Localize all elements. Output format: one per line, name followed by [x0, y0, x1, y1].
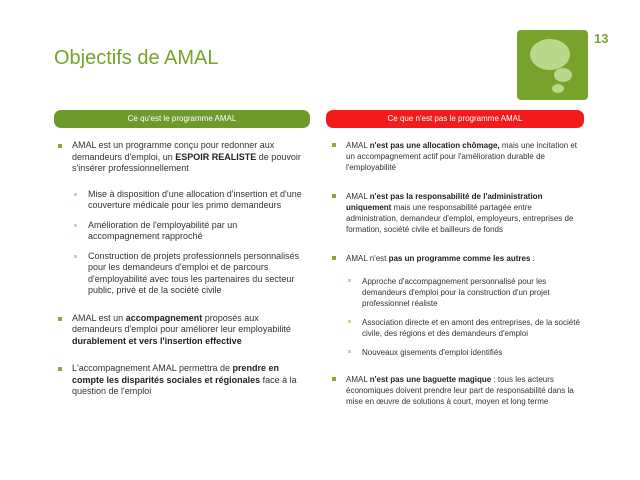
right-sub-bullet-1: Approche d'accompagnement personnalisé pour les demandeurs d'emploi pour la construction d'un projet professionnel réaliste [330, 276, 584, 309]
text: AMAL n'est [346, 254, 389, 263]
bold-text: n'est pas une allocation chômage, [369, 141, 500, 150]
bold-text: n'est pas une baguette magique [369, 375, 492, 384]
bold-text: accompagnement [125, 312, 203, 323]
text: L'accompagnement AMAL permettra de [72, 363, 233, 373]
text: AMAL est un programme conçu pour redonner aux demandeurs d'emploi, un [72, 140, 275, 162]
text: face à la question de l'emploi [72, 374, 297, 396]
text: : tous les acteurs économiques doivent prendre leur part de responsabilité dans la mise en œuvre de solutions à court, moyen et long terme [346, 375, 574, 406]
text: proposés aux demandeurs d'emploi pour améliorer leur employabilité [72, 312, 291, 334]
left-bullet-2 [56, 313, 311, 348]
right-bullet-1 [330, 140, 584, 173]
right-bullet-4 [330, 374, 584, 407]
left-sub-bullet-2: Amélioration de l'employabilité par un accompagnement rapproché [56, 220, 311, 243]
slide-number: 13 [594, 31, 609, 46]
medium-bubble-icon [554, 68, 572, 82]
text: : [530, 254, 535, 263]
text: AMAL [346, 375, 370, 384]
right-column-header: Ce que n'est pas le programme AMAL [326, 110, 584, 128]
left-bullet-1 [56, 140, 311, 175]
small-bubble-icon [552, 84, 564, 93]
text: AMAL est un [72, 312, 126, 323]
large-bubble-icon [530, 39, 570, 70]
bold-text: durablement et vers l'insertion effective [72, 335, 242, 346]
text: AMAL [346, 192, 370, 201]
left-bullet-3 [56, 363, 311, 398]
bold-text: ESPOIR REALISTE [175, 151, 257, 162]
text: mais une incitation et un accompagnement actif pour l'amélioration durable de l'employabilité [346, 141, 578, 172]
left-sub-bullet-1: Mise à disposition d'une allocation d'insertion et d'une couverture médicale pour les primo demandeurs [56, 189, 311, 212]
text: mais une responsabilité partagée entre administration, demandeur d'emploi, employeurs, entreprises de formation, société civile et bailleurs de fonds [346, 203, 574, 234]
left-sub-bullet-3: Construction de projets professionnels personnalisés pour les demandeurs d'emploi et de parcours d'employabilité avec tous les partenaires du secteur public, privé et de la société civile [56, 251, 311, 297]
bold-text: pas un programme comme les autres [388, 254, 531, 263]
right-bullet-2 [330, 191, 584, 235]
right-sub-bullet-3: Nouveaux gisements d'emploi identifiés [330, 347, 584, 358]
bold-text: n'est pas la responsabilité de l'administration uniquement [346, 192, 543, 212]
right-column [330, 140, 584, 407]
text: de pouvoir s'insérer professionnellement [72, 151, 301, 173]
slide-title: Objectifs de AMAL [54, 47, 219, 69]
left-column-header: Ce qu'est le programme AMAL [54, 110, 310, 128]
speech-bubbles-logo-icon [517, 30, 588, 100]
right-bullet-3 [330, 253, 584, 264]
bold-text: prendre en compte les disparités sociales et régionales [72, 363, 279, 385]
text: AMAL [346, 141, 370, 150]
left-column [56, 140, 311, 398]
right-sub-bullet-2: Association directe et en amont des entreprises, de la société civile, des régions et des demandeurs d'emploi [330, 317, 584, 339]
